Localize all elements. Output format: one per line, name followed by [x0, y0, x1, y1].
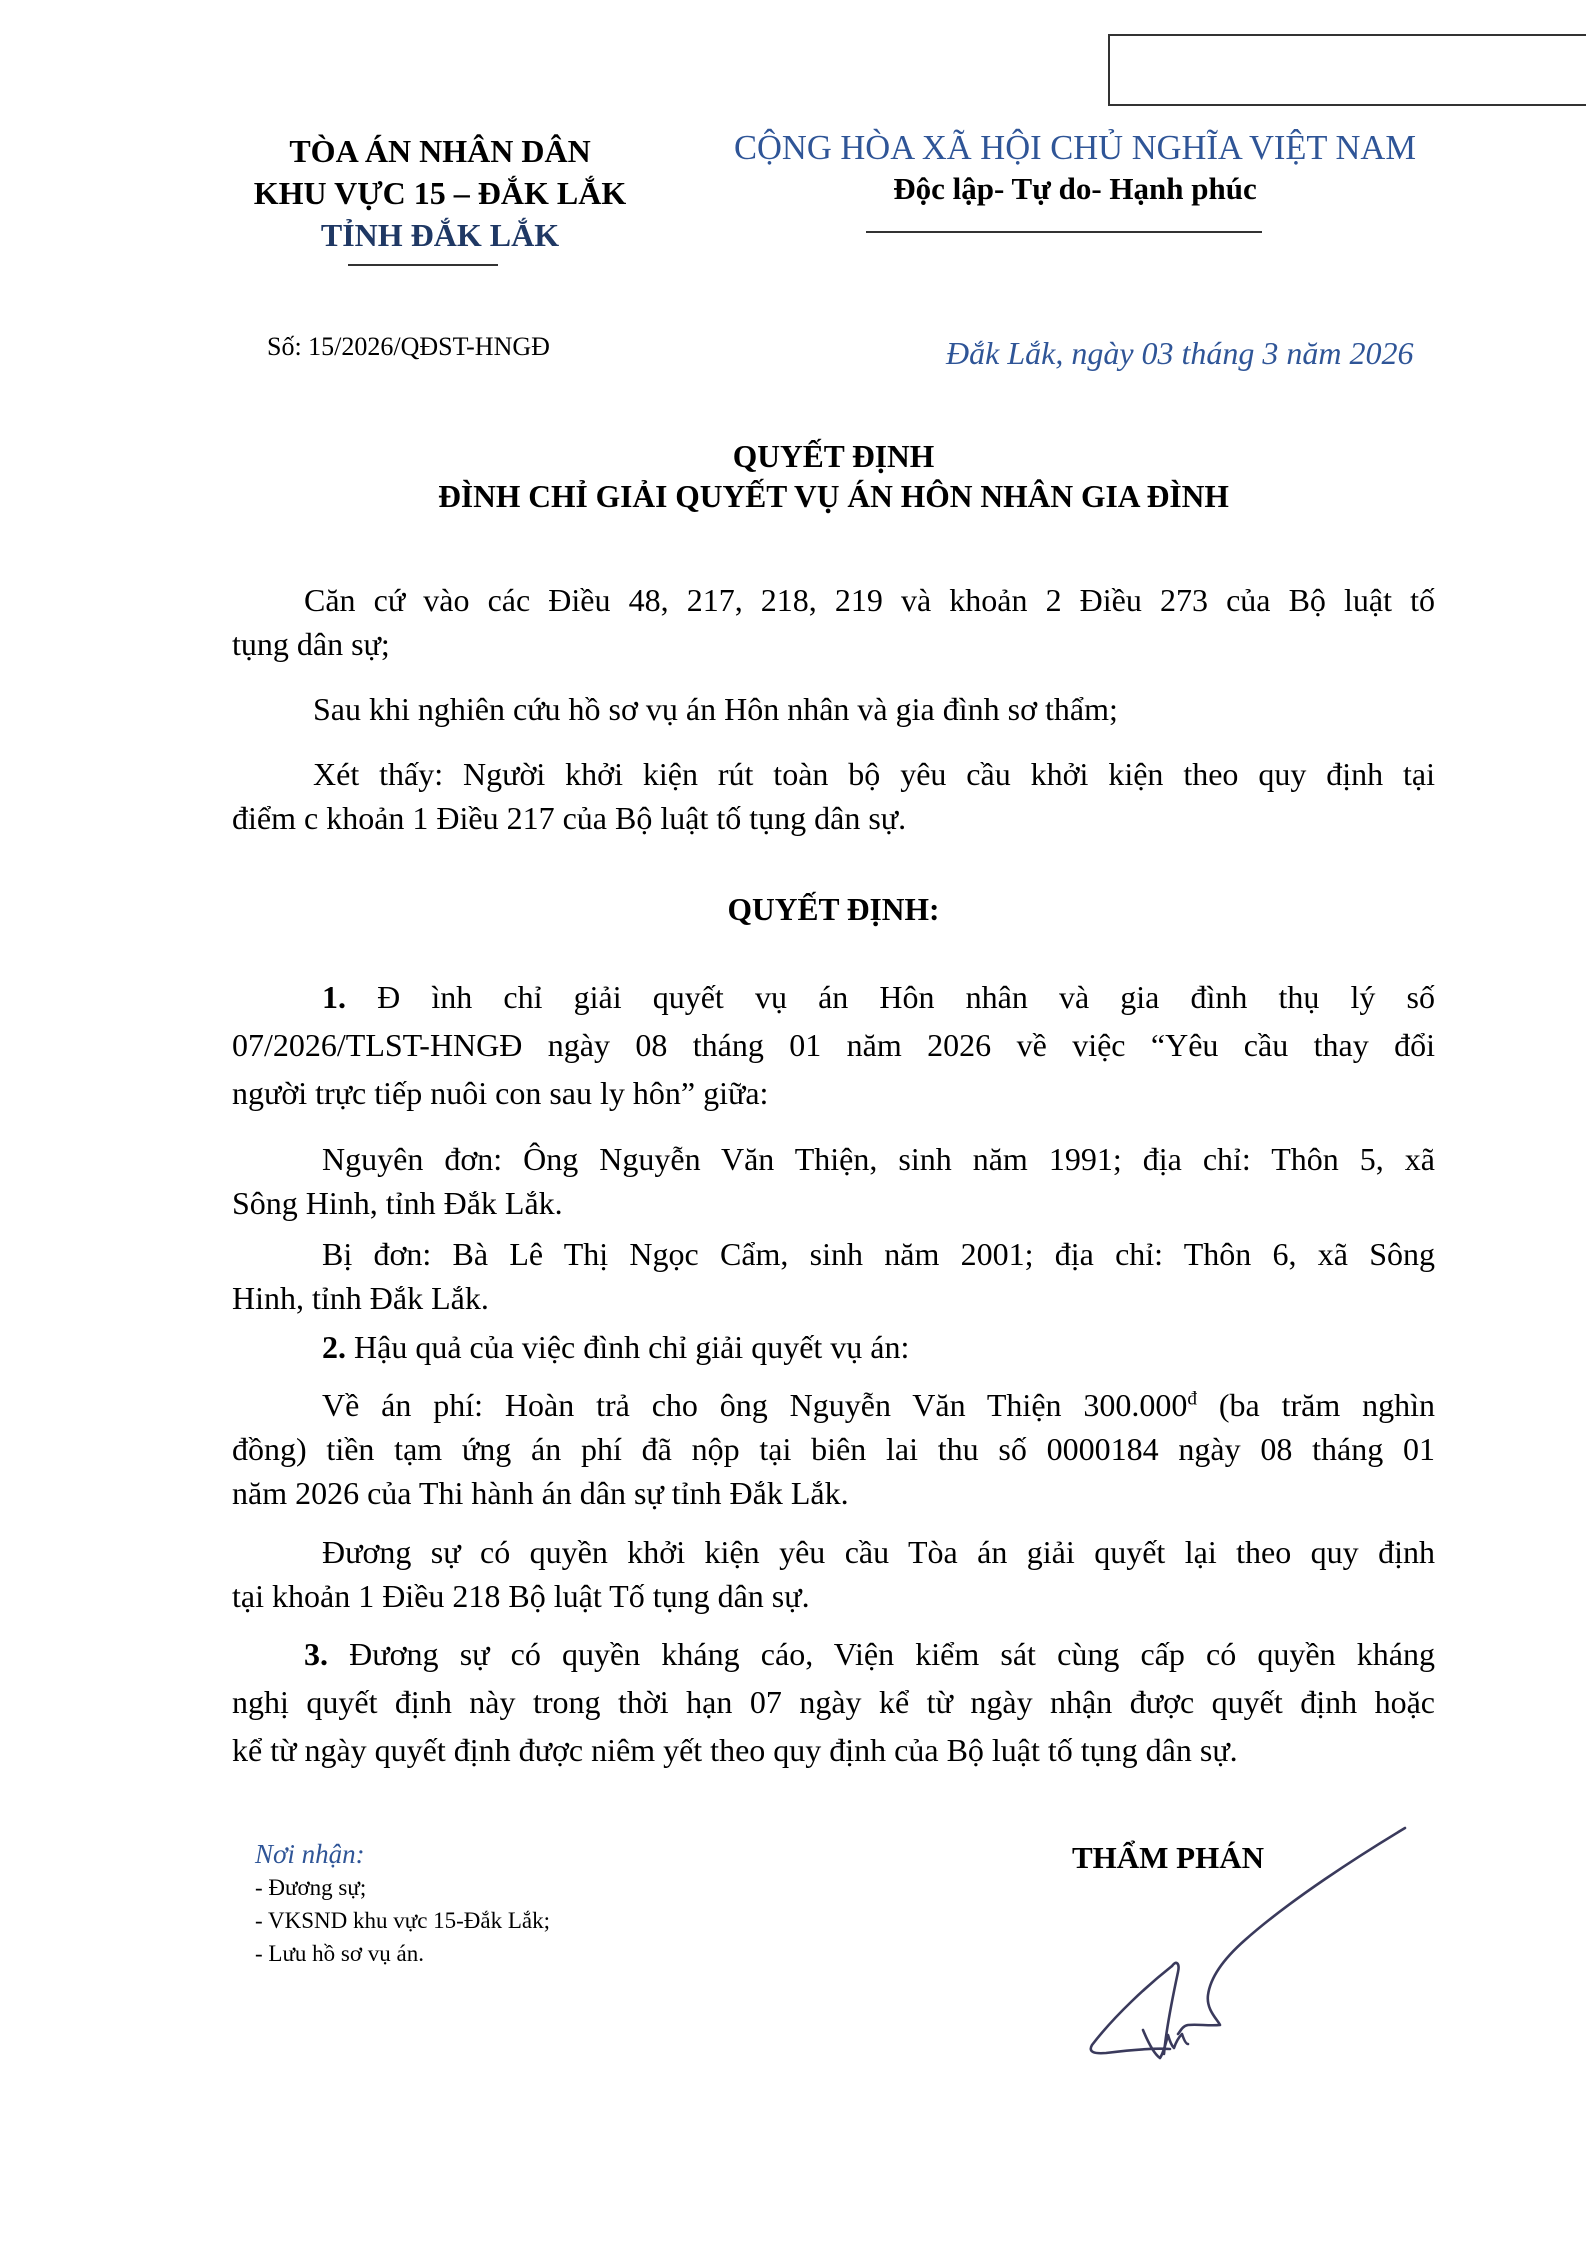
text-line: kể từ ngày quyết định được niêm yết theo quy định của Bộ luật tố tụng dân sự. [232, 1732, 1238, 1768]
text-line: Xét thấy: Người khởi kiện rút toàn bộ yêu cầu khởi kiện theo quy định tại [313, 756, 1435, 792]
item-text: Hậu quả của việc đình chỉ giải quyết vụ án: [354, 1329, 910, 1365]
item-text: Đương sự có quyền kháng cáo, Viện kiểm sát cùng cấp có quyền kháng [349, 1636, 1436, 1672]
fee-text: Về án phí: Hoàn trả cho ông Nguyễn Văn Thiện 300.000 [322, 1387, 1188, 1423]
text-line: Sau khi nghiên cứu hồ sơ vụ án Hôn nhân và gia đình sơ thẩm; [313, 691, 1118, 727]
text-line: nghị quyết định này trong thời hạn 07 ngày kể từ ngày nhận được quyết định hoặc [232, 1684, 1435, 1720]
text-line [232, 1325, 1435, 1369]
text-line: Đương sự có quyền khởi kiện yêu cầu Tòa án giải quyết lại theo quy định [322, 1534, 1435, 1570]
item-text: Đ ình chỉ giải quyết vụ án Hôn nhân và gia đình thụ lý số [377, 979, 1436, 1015]
text-line: Nguyên đơn: Ông Nguyễn Văn Thiện, sinh năm 1991; địa chỉ: Thôn 5, xã [322, 1141, 1435, 1177]
recipient-item: - Đương sự; [255, 1875, 367, 1900]
right-to-resue [232, 1530, 1435, 1618]
title-line-1: QUYẾT ĐỊNH [732, 439, 935, 474]
item-number: 2. [322, 1329, 346, 1365]
paragraph-study [232, 687, 1435, 731]
court-header-underline [348, 264, 498, 266]
paragraph-finding [232, 752, 1435, 840]
signature-stroke [1178, 1828, 1405, 2034]
national-motto: Độc lập- Tự do- Hạnh phúc [893, 171, 1257, 206]
text-line: Căn cứ vào các Điều 48, 217, 218, 219 và khoản 2 Điều 273 của Bộ luật tố [304, 582, 1435, 618]
document-code-box [1108, 34, 1586, 106]
court-region: KHU VỰC 15 – ĐẮK LẮK [253, 175, 627, 211]
handwritten-signature [1060, 1820, 1420, 2080]
recipients-label: Nơi nhận: [255, 1839, 365, 1869]
court-name: TÒA ÁN NHÂN DÂN [289, 133, 591, 169]
plaintiff-info [232, 1137, 1435, 1225]
decision-item-3 [232, 1630, 1435, 1774]
currency-symbol: đ [1187, 1388, 1197, 1410]
decision-heading: QUYẾT ĐỊNH: [727, 892, 940, 927]
recipients-block [255, 1837, 675, 1970]
court-fee-info [232, 1383, 1435, 1515]
title-line-2: ĐÌNH CHỈ GIẢI QUYẾT VỤ ÁN HÔN NHÂN GIA ĐÌNH [438, 479, 1229, 514]
court-header [200, 130, 680, 256]
recipient-item: - Lưu hồ sơ vụ án. [255, 1941, 424, 1966]
place-and-date: Đắk Lắk, ngày 03 tháng 3 năm 2026 [946, 335, 1414, 371]
text-line: Sông Hinh, tỉnh Đắk Lắk. [232, 1185, 563, 1221]
motto-underline [866, 231, 1262, 233]
national-title: CỘNG HÒA XÃ HỘI CHỦ NGHĨA VIỆT NAM [733, 129, 1416, 167]
decision-item-2 [232, 1325, 1435, 1369]
national-header [690, 128, 1460, 210]
decision-item-1 [232, 973, 1435, 1117]
text-line: năm 2026 của Thi hành án dân sự tỉnh Đắk Lắk. [232, 1475, 849, 1511]
text-line: Bị đơn: Bà Lê Thị Ngọc Cẩm, sinh năm 2001; địa chỉ: Thôn 6, xã Sông [322, 1236, 1435, 1272]
item-number: 1. [322, 979, 346, 1015]
court-province: TỈNH ĐẮK LẮK [320, 217, 560, 253]
text-line [232, 1383, 1435, 1427]
text-line: tụng dân sự; [232, 626, 390, 662]
text-line: người trực tiếp nuôi con sau ly hôn” giữa: [232, 1075, 769, 1111]
item-number: 3. [304, 1636, 328, 1672]
signature-stroke [1091, 1966, 1172, 2053]
text-line: 07/2026/TLST-HNGĐ ngày 08 tháng 01 năm 2026 về việc “Yêu cầu thay đổi [232, 1027, 1435, 1063]
recipient-item: - VKSND khu vực 15-Đắk Lắk; [255, 1908, 551, 1933]
text-line [232, 1630, 1435, 1678]
text-line: đồng) tiền tạm ứng án phí đã nộp tại biên lai thu số 0000184 ngày 08 tháng 01 [232, 1431, 1435, 1467]
text-line: tại khoản 1 Điều 218 Bộ luật Tố tụng dân sự. [232, 1578, 810, 1614]
text-line: điểm c khoản 1 Điều 217 của Bộ luật tố tụng dân sự. [232, 800, 907, 836]
document-number: Số: 15/2026/QĐST-HNGĐ [267, 332, 550, 361]
paragraph-legal-basis [232, 578, 1435, 666]
fee-text: (ba trăm nghìn [1197, 1387, 1436, 1423]
text-line: Hinh, tỉnh Đắk Lắk. [232, 1280, 489, 1316]
document-title [232, 437, 1435, 517]
defendant-info [232, 1232, 1435, 1320]
judge-title: THẨM PHÁN [1072, 1840, 1265, 1875]
text-line [232, 973, 1435, 1021]
